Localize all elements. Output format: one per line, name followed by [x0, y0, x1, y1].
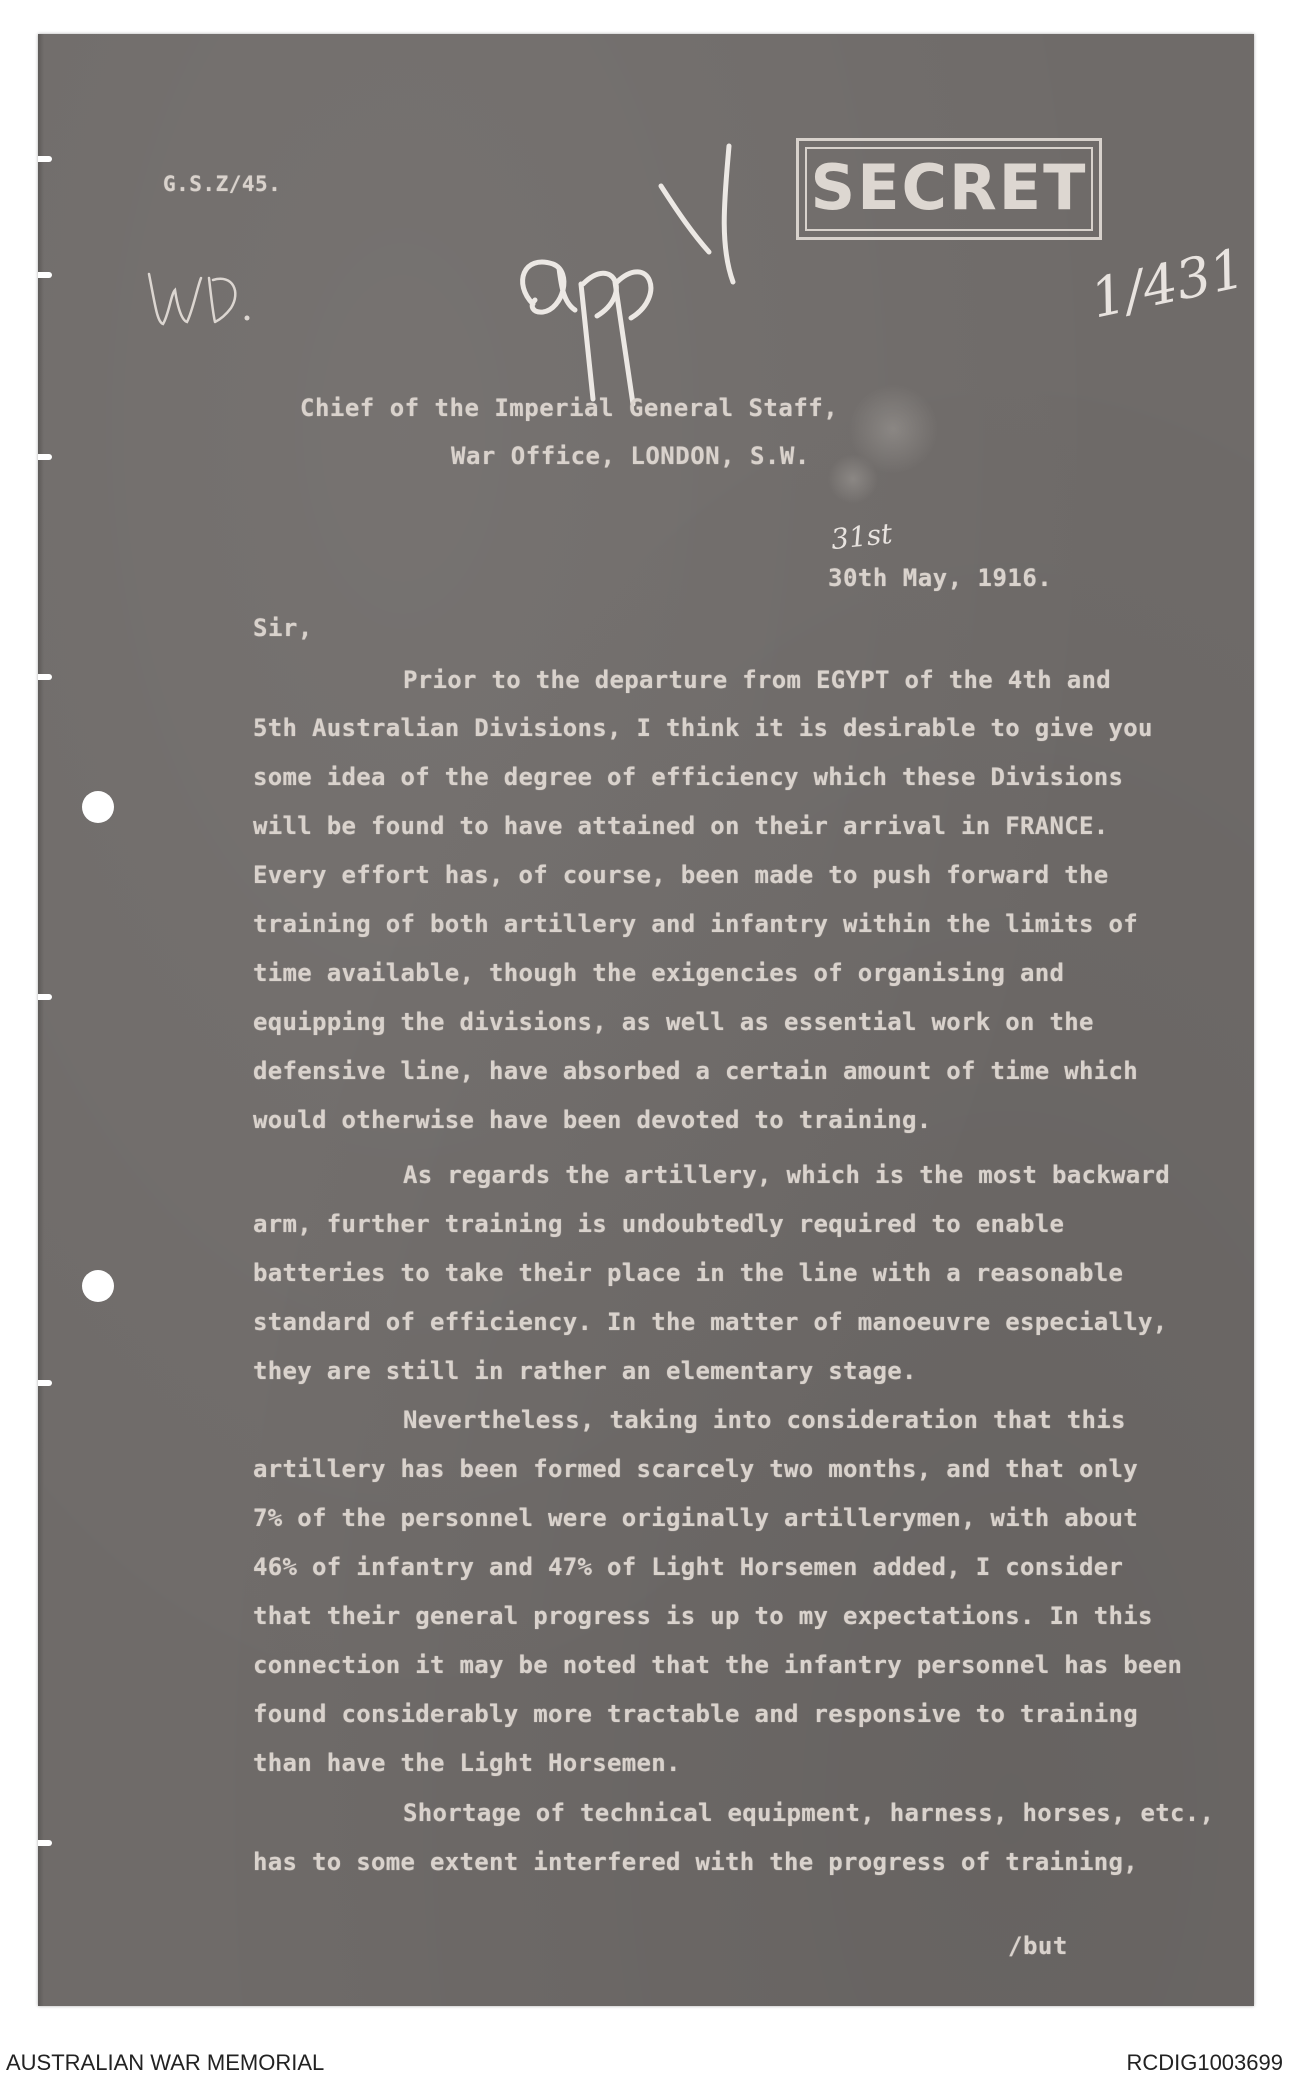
torn-edge-mark — [38, 1840, 52, 1846]
body-line: As regards the artillery, which is the most backward — [403, 1161, 1170, 1189]
stain-mark — [828, 454, 878, 504]
date-correction: 31st — [829, 516, 894, 557]
recipient-line-2: War Office, LONDON, S.W. — [451, 442, 810, 470]
body-line: arm, further training is undoubtedly required to enable — [253, 1210, 1065, 1238]
catchword: /but — [1008, 1932, 1068, 1960]
torn-edge-mark — [38, 272, 52, 278]
body-line: batteries to take their place in the line with a reasonable — [253, 1259, 1124, 1287]
body-line: that their general progress is up to my expectations. In this — [253, 1602, 1153, 1630]
body-line: Shortage of technical equipment, harness, horses, etc., — [403, 1799, 1215, 1827]
body-line: Every effort has, of course, been made to push forward the — [253, 861, 1109, 889]
salutation: Sir, — [253, 614, 313, 642]
body-line: 7% of the personnel were originally artillerymen, with about — [253, 1504, 1138, 1532]
body-line: they are still in rather an elementary stage. — [253, 1357, 917, 1385]
torn-edge-mark — [38, 674, 52, 680]
body-line: 5th Australian Divisions, I think it is desirable to give you — [253, 714, 1153, 742]
body-line: than have the Light Horsemen. — [253, 1749, 681, 1777]
folio-number: 1/431 — [1085, 236, 1251, 331]
body-line: artillery has been formed scarcely two months, and that only — [253, 1455, 1138, 1483]
record-id: RCDIG1003699 — [1126, 2050, 1283, 2075]
recipient-line-1: Chief of the Imperial General Staff, — [300, 394, 839, 422]
handwritten-initials-mark — [143, 244, 263, 334]
torn-edge-mark — [38, 1380, 52, 1386]
body-line: would otherwise have been devoted to training. — [253, 1106, 932, 1134]
punch-hole — [82, 791, 114, 823]
secret-stamp — [796, 138, 1102, 240]
torn-edge-mark — [38, 994, 52, 1000]
body-line: will be found to have attained on their arrival in FRANCE. — [253, 812, 1109, 840]
punch-hole — [82, 1270, 114, 1302]
archive-credit: AUSTRALIAN WAR MEMORIAL — [6, 2050, 325, 2075]
body-line: training of both artillery and infantry within the limits of — [253, 910, 1138, 938]
secret-stamp-text: SECRET — [810, 151, 1088, 224]
body-line: defensive line, have absorbed a certain amount of time which — [253, 1057, 1138, 1085]
body-line: equipping the divisions, as well as essential work on the — [253, 1008, 1094, 1036]
handwritten-appendix-mark — [493, 134, 813, 434]
body-line: found considerably more tractable and responsive to training — [253, 1700, 1138, 1728]
torn-edge-mark — [38, 156, 52, 162]
torn-edge-mark — [38, 454, 52, 460]
body-line: standard of efficiency. In the matter of manoeuvre especially, — [253, 1308, 1168, 1336]
body-line: connection it may be noted that the infantry personnel has been — [253, 1651, 1183, 1679]
body-line: has to some extent interfered with the progress of training, — [253, 1848, 1138, 1876]
body-line: time available, though the exigencies of organising and — [253, 959, 1065, 987]
document-page — [38, 34, 1254, 2006]
body-line: 46% of infantry and 47% of Light Horsemen added, I consider — [253, 1553, 1124, 1581]
body-line: Nevertheless, taking into consideration that this — [403, 1406, 1126, 1434]
handwritten-initials — [148, 334, 150, 335]
body-line: some idea of the degree of efficiency which these Divisions — [253, 763, 1124, 791]
body-line: Prior to the departure from EGYPT of the 4th and — [403, 666, 1111, 694]
reference-number: G.S.Z/45. — [163, 172, 282, 196]
letter-date: 30th May, 1916. — [828, 564, 1053, 592]
